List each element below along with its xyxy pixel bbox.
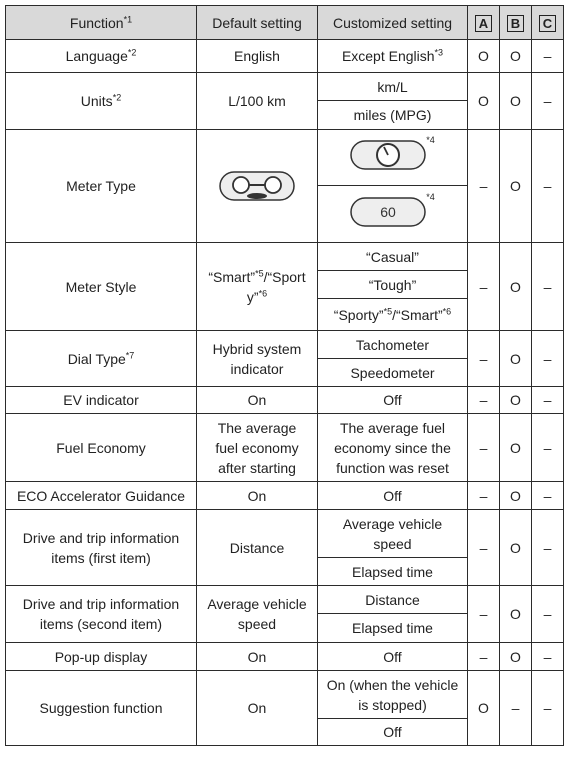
table-row [6, 331, 564, 359]
function-label: Dial Type [67, 350, 126, 367]
custom-label: Except English [341, 48, 435, 64]
default-cell: On [197, 643, 318, 671]
custom-cell: Elapsed time [318, 558, 468, 586]
footnote-marker: *6 [442, 305, 452, 316]
custom-cell: “Casual” [318, 243, 468, 271]
custom-cell: Distance [318, 586, 468, 614]
header-customized: Customized setting [318, 6, 468, 40]
function-cell: Pop-up display [6, 643, 197, 671]
badge-c: C [539, 15, 556, 32]
default-cell: On [197, 671, 318, 746]
custom-text: “Sporty” [333, 306, 384, 323]
col-b-cell: O [500, 586, 532, 643]
function-cell: Meter Style [6, 243, 197, 331]
footnote-marker: *1 [123, 13, 133, 24]
header-function-label: Function [69, 14, 124, 31]
header-col-b [500, 6, 532, 40]
col-a-cell: O [468, 671, 500, 746]
table-row [6, 243, 564, 271]
col-a-cell: – [468, 414, 500, 482]
custom-cell [318, 40, 468, 73]
col-a-cell: – [468, 482, 500, 510]
col-b-cell: O [500, 387, 532, 414]
digital-meter-readout: 60 [380, 203, 397, 220]
default-text: y” [246, 288, 259, 305]
meter-option: *4 [350, 140, 435, 170]
col-b-cell: O [500, 510, 532, 586]
default-cell: Average vehicle speed [197, 586, 318, 643]
col-b-cell: O [500, 331, 532, 387]
col-c-cell: – [532, 40, 564, 73]
default-text: /“Sport [263, 268, 306, 285]
custom-cell [318, 186, 468, 243]
header-col-a [468, 6, 500, 40]
custom-cell [318, 130, 468, 186]
col-b-cell: O [500, 243, 532, 331]
function-cell: EV indicator [6, 387, 197, 414]
col-c-cell: – [532, 643, 564, 671]
default-cell: The average fuel economy after starting [197, 414, 318, 482]
col-a-cell: O [468, 40, 500, 73]
custom-cell: miles (MPG) [318, 101, 468, 130]
dual-gauge-meter-icon [219, 171, 295, 201]
col-a-cell: – [468, 331, 500, 387]
table-row [6, 40, 564, 73]
function-cell: Meter Type [6, 130, 197, 243]
settings-table [5, 5, 564, 746]
table-row [6, 387, 564, 414]
col-a-cell: – [468, 586, 500, 643]
function-cell: Fuel Economy [6, 414, 197, 482]
col-a-cell: – [468, 643, 500, 671]
col-c-cell: – [532, 73, 564, 130]
default-text: “Smart” [208, 268, 256, 285]
col-c-cell: – [532, 414, 564, 482]
footnote-marker: *2 [127, 47, 137, 58]
analog-dial-meter-icon [350, 140, 426, 170]
col-b-cell: O [500, 40, 532, 73]
col-c-cell: – [532, 243, 564, 331]
header-default: Default setting [197, 6, 318, 40]
footnote-marker: *5 [255, 267, 264, 278]
function-cell: Drive and trip information items (second item) [6, 586, 197, 643]
table-row [6, 510, 564, 558]
default-cell: English [197, 40, 318, 73]
default-cell: On [197, 387, 318, 414]
col-b-cell: – [500, 671, 532, 746]
function-cell: ECO Accelerator Guidance [6, 482, 197, 510]
col-b-cell: O [500, 414, 532, 482]
custom-text: /“Smart” [392, 306, 443, 323]
table-row [6, 73, 564, 101]
header-col-c [532, 6, 564, 40]
custom-cell: Off [318, 719, 468, 746]
col-a-cell: – [468, 387, 500, 414]
custom-cell: Off [318, 482, 468, 510]
function-cell [6, 40, 197, 73]
col-c-cell: – [532, 671, 564, 746]
default-cell: Distance [197, 510, 318, 586]
badge-a: A [475, 15, 492, 32]
custom-cell [318, 299, 468, 331]
col-b-cell: O [500, 482, 532, 510]
footnote-marker: *2 [112, 92, 122, 103]
footnote-marker: *3 [434, 47, 444, 58]
default-cell: L/100 km [197, 73, 318, 130]
function-cell [6, 331, 197, 387]
function-cell: Drive and trip information items (first item) [6, 510, 197, 586]
custom-cell: On (when the vehicle is stopped) [318, 671, 468, 719]
default-cell [197, 130, 318, 243]
custom-cell: Tachometer [318, 331, 468, 359]
col-c-cell: – [532, 331, 564, 387]
custom-cell: km/L [318, 73, 468, 101]
custom-cell: Off [318, 387, 468, 414]
col-a-cell: – [468, 510, 500, 586]
custom-cell: Speedometer [318, 359, 468, 387]
header-row [6, 6, 564, 40]
digital-meter-icon [350, 197, 426, 227]
table-row [6, 482, 564, 510]
function-label: Language [65, 48, 128, 64]
col-a-cell: O [468, 73, 500, 130]
footnote-marker: *6 [258, 287, 268, 298]
col-c-cell: – [532, 130, 564, 243]
table-row [6, 414, 564, 482]
custom-cell: “Tough” [318, 271, 468, 299]
col-a-cell: – [468, 130, 500, 243]
col-a-cell: – [468, 243, 500, 331]
col-c-cell: – [532, 586, 564, 643]
footnote-marker: *7 [125, 349, 135, 360]
col-b-cell: O [500, 73, 532, 130]
function-label: Units [80, 93, 113, 109]
table-row [6, 671, 564, 719]
default-cell: On [197, 482, 318, 510]
default-cell: Hybrid system indicator [197, 331, 318, 387]
badge-b: B [507, 15, 524, 32]
table-row [6, 130, 564, 186]
custom-cell: Elapsed time [318, 614, 468, 643]
custom-cell: The average fuel economy since the function was reset [318, 414, 468, 482]
col-b-cell: O [500, 643, 532, 671]
header-function [6, 6, 197, 40]
meter-option: 60 *4 [350, 197, 435, 227]
table-row [6, 643, 564, 671]
table-row [6, 586, 564, 614]
custom-cell: Average vehicle speed [318, 510, 468, 558]
function-cell: Suggestion function [6, 671, 197, 746]
col-c-cell: – [532, 387, 564, 414]
col-c-cell: – [532, 510, 564, 586]
col-c-cell: – [532, 482, 564, 510]
default-cell [197, 243, 318, 331]
footnote-marker: *5 [383, 305, 393, 316]
custom-cell: Off [318, 643, 468, 671]
col-b-cell: O [500, 130, 532, 243]
function-cell [6, 73, 197, 130]
